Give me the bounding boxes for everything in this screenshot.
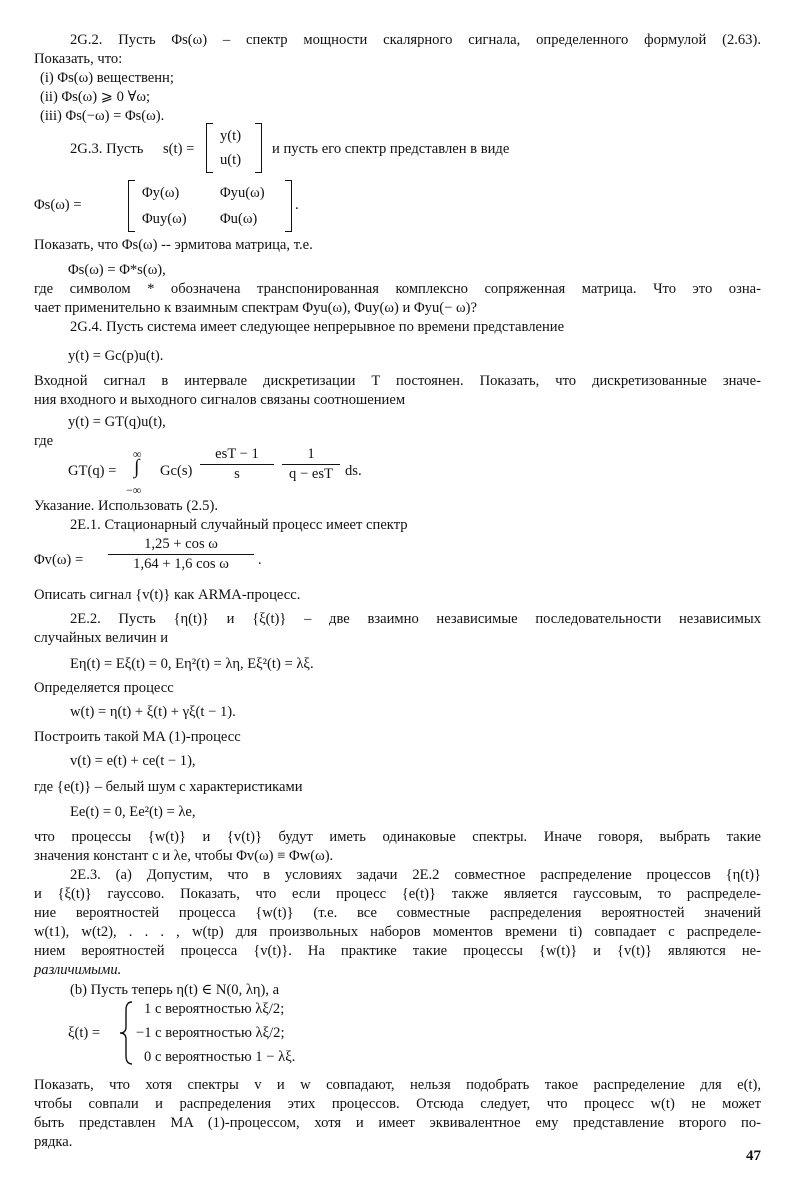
item-ii: (ii) Φs(ω) ⩾ 0 ∀ω; xyxy=(40,89,151,105)
text-line: (b) Пусть теперь η(t) ∈ N(0, λη), а xyxy=(70,982,280,998)
gt-fraction-1 xyxy=(200,445,274,484)
text-line: чает применительно к взаимным спектрам Φyu(ω), Φuy(ω) и Φyu(− ω)? xyxy=(34,300,477,316)
text-line: Показать, что хотя спектры v и w совпадают, нельзя подобрать такое распределение для e(t), xyxy=(34,1077,761,1093)
text-line: Построить такой MA (1)-процесс xyxy=(34,729,241,745)
gt-fraction-2-den: q − esT xyxy=(289,466,333,482)
text-line: ние вероятностей процесса {w(t)} (т.е. все совместные распределения вероятностей значений xyxy=(34,905,761,921)
period: . xyxy=(295,197,299,213)
text-line: чтобы совпали и распределения этих процессов. Отсюда следует, что процесс w(t) не может xyxy=(34,1096,761,1112)
ma1-equation: v(t) = e(t) + ce(t − 1), xyxy=(70,753,196,769)
s-vector xyxy=(206,123,262,173)
problem-2e1-heading: 2E.1. Стационарный случайный процесс имеет спектр xyxy=(70,517,408,533)
item-iii: (iii) Φs(−ω) = Φs(ω). xyxy=(40,108,165,124)
w-process-equation: w(t) = η(t) + ξ(t) + γξ(t − 1). xyxy=(70,704,236,720)
cases-brace xyxy=(118,1000,136,1066)
white-noise-equation: Ee(t) = 0, Ee²(t) = λe, xyxy=(70,804,196,820)
phi-v-fraction xyxy=(108,535,254,574)
text-line: нием вероятностей процесса {v(t)}. На практике такие процессы {w(t)} и {v(t)} являются не- xyxy=(34,943,761,959)
phi-matrix-cell: Φy(ω) xyxy=(142,185,180,201)
expectation-equation: Eη(t) = Eξ(t) = 0, Eη²(t) = λη, Eξ²(t) = λξ. xyxy=(70,656,314,672)
text-line: Определяется процесс xyxy=(34,680,174,696)
text-line: что процессы {w(t)} и {v(t)} будут иметь одинаковые спектры. Иначе говоря, выбрать такие xyxy=(34,829,761,845)
s-vector-y: y(t) xyxy=(220,128,242,144)
text-line: быть представлен MA (1)-процессом, хотя и имеет эквивалентное ему представление второго по- xyxy=(34,1115,761,1131)
integral-sign: ∫ xyxy=(134,456,140,478)
s-vector-u: u(t) xyxy=(220,152,242,168)
s-vector-lhs: s(t) = xyxy=(163,141,195,157)
item-i: (i) Φs(ω) вещественн; xyxy=(40,70,174,86)
text-line: рядка. xyxy=(34,1134,73,1150)
phi-v-lhs: Φv(ω) = xyxy=(34,552,84,568)
page-number: 47 xyxy=(746,1148,761,1164)
text-line: Входной сигнал в интервале дискретизации T постоянен. Показать, что дискретизованные значе- xyxy=(34,373,761,389)
text-line: где {e(t)} – белый шум с характеристиками xyxy=(34,779,303,795)
phi-matrix-lhs: Φs(ω) = xyxy=(34,197,82,213)
continuous-equation: y(t) = Gc(p)u(t). xyxy=(68,348,164,364)
phi-matrix xyxy=(128,180,292,232)
integral-lower-limit: −∞ xyxy=(126,483,142,497)
gt-lhs: GT(q) = xyxy=(68,463,117,479)
xi-case-2: −1 с вероятностью λξ/2; xyxy=(136,1025,285,1041)
xi-lhs: ξ(t) = xyxy=(68,1025,101,1041)
phi-matrix-cell: Φuy(ω) xyxy=(142,211,187,227)
text-line: w(t1), w(t2), . . . , w(tp) для произвольных наборов моментов времени ti) совпадает с распределе- xyxy=(34,924,761,940)
gt-fraction-2-num: 1 xyxy=(282,445,340,465)
problem-2g2-heading: 2G.2. Пусть Φs(ω) – спектр мощности скалярного сигнала, определенного формулой (2.63). xyxy=(70,32,761,48)
text-line: где xyxy=(34,433,54,449)
gt-fraction-2 xyxy=(282,445,340,484)
discrete-equation: y(t) = GT(q)u(t), xyxy=(68,414,166,430)
phi-matrix-cell: Φyu(ω) xyxy=(220,185,265,201)
phi-v-num: 1,25 + cos ω xyxy=(108,535,254,555)
phi-matrix-cell: Φu(ω) xyxy=(220,211,258,227)
hermitian-equation: Φs(ω) = Φ*s(ω), xyxy=(68,262,166,278)
problem-2g4-heading: 2G.4. Пусть система имеет следующее непрерывное по времени представление xyxy=(70,319,565,335)
gt-ds: ds. xyxy=(345,463,362,479)
phi-v-den: 1,64 + 1,6 cos ω xyxy=(133,556,229,572)
gt-fraction-1-den: s xyxy=(234,466,240,482)
text-line: случайных величин и xyxy=(34,630,169,646)
text-line: Показать, что: xyxy=(34,51,123,67)
text-line: Описать сигнал {v(t)} как ARMA-процесс. xyxy=(34,587,301,603)
text-line: и пусть его спектр представлен в виде xyxy=(272,141,510,157)
problem-2g3-heading: 2G.3. Пусть xyxy=(70,141,144,157)
text-line: где символом * обозначена транспонированная комплексно сопряженная матрица. Что это озна- xyxy=(34,281,761,297)
text-line: ния входного и выходного сигналов связаны соотношением xyxy=(34,392,406,408)
gt-fraction-1-num: esT − 1 xyxy=(200,445,274,465)
gt-gc: Gc(s) xyxy=(160,463,193,479)
hint-line: Указание. Использовать (2.5). xyxy=(34,498,218,514)
text-line: значения констант c и λe, чтобы Φv(ω) ≡ Φw(ω). xyxy=(34,848,334,864)
text-line: различимыми. xyxy=(34,962,122,978)
text-line: Показать, что Φs(ω) -- эрмитова матрица, т.е. xyxy=(34,237,313,253)
xi-case-1: 1 с вероятностью λξ/2; xyxy=(144,1001,285,1017)
phi-v-end: . xyxy=(258,552,262,568)
integral-upper-limit: ∞ xyxy=(133,447,142,461)
xi-case-3: 0 с вероятностью 1 − λξ. xyxy=(144,1049,296,1065)
problem-2e3-heading: 2E.3. (a) Допустим, что в условиях задачи 2E.2 совместное распределение процессов {η(t)} xyxy=(70,867,761,883)
problem-2e2-heading: 2E.2. Пусть {η(t)} и {ξ(t)} – две взаимно независимые последовательности независимых xyxy=(70,611,761,627)
text-line: и {ξ(t)} гауссово. Показать, что если процесс {e(t)} также является гауссовым, то распределе- xyxy=(34,886,761,902)
